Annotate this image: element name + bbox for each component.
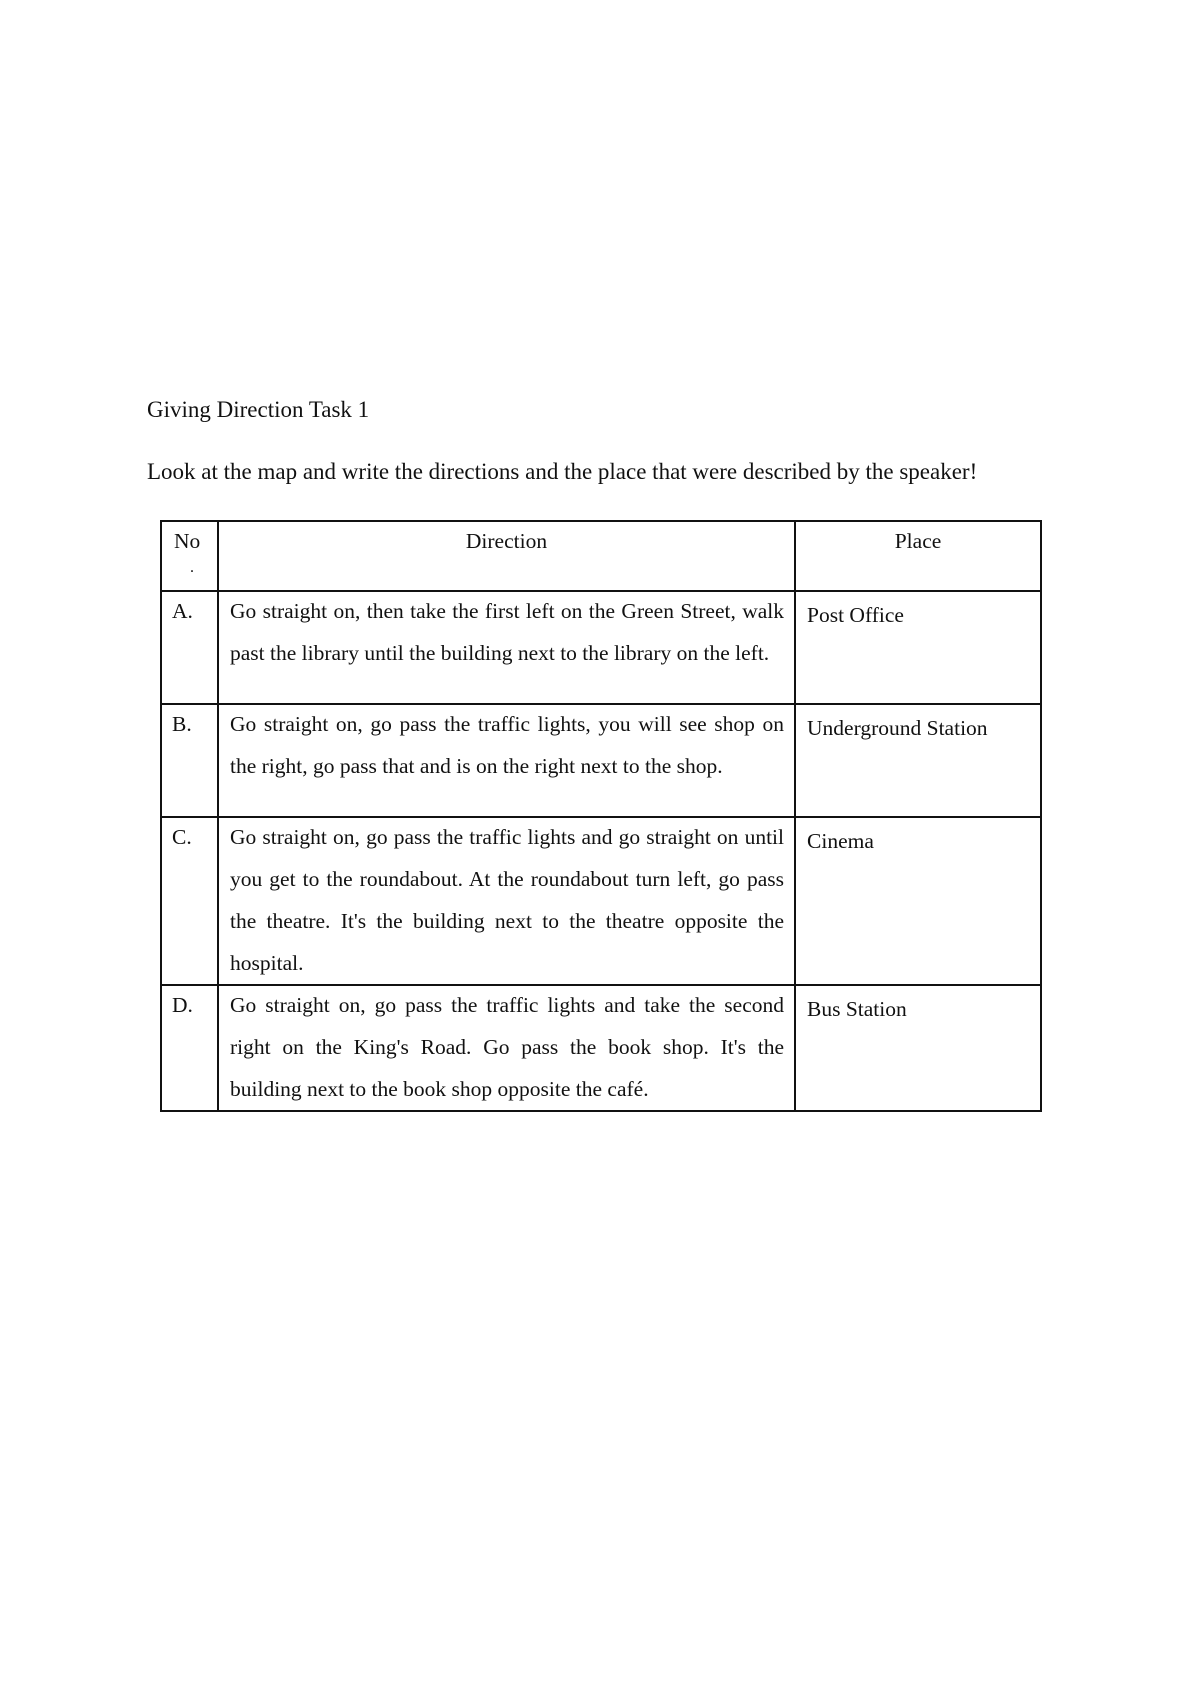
row-place-cell	[795, 817, 1041, 985]
row-direction-cell	[218, 591, 795, 704]
row-no: D.	[172, 993, 193, 1017]
row-no-cell	[161, 985, 218, 1111]
header-no-label: No	[174, 529, 201, 553]
header-place-label: Place	[894, 529, 942, 553]
row-no-cell	[161, 704, 218, 817]
header-place-cell	[795, 521, 1041, 591]
row-direction-cell	[218, 985, 795, 1111]
header-no-cell	[161, 521, 218, 591]
row-no: A.	[172, 599, 193, 623]
row-direction: Go straight on, go pass the traffic lights, you will see shop on the right, go pass that and is on the right next to the shop.	[230, 712, 784, 778]
row-no: C.	[172, 825, 192, 849]
row-direction-cell	[218, 817, 795, 985]
table-row	[161, 591, 1041, 704]
row-direction-cell	[218, 704, 795, 817]
row-place: Underground Station	[807, 716, 988, 740]
table-row	[161, 817, 1041, 985]
row-place-cell	[795, 591, 1041, 704]
table-row	[161, 985, 1041, 1111]
row-place-cell	[795, 704, 1041, 817]
row-direction: Go straight on, then take the first left on the Green Street, walk past the library until the building next to the library on the left.	[230, 599, 784, 665]
page-title: Giving Direction Task 1	[147, 397, 370, 422]
table-header-row	[161, 521, 1041, 591]
row-direction: Go straight on, go pass the traffic lights and go straight on until you get to the roundabout. At the roundabout turn left, go pass the theatre. It's the building next to the theatre opposite the hospital.	[230, 825, 784, 975]
row-no-cell	[161, 591, 218, 704]
instruction-text: Look at the map and write the directions and the place that were described by the speaker!	[147, 459, 978, 484]
header-direction-cell	[218, 521, 795, 591]
row-place: Cinema	[807, 829, 874, 853]
row-place: Post Office	[807, 603, 904, 627]
row-place-cell	[795, 985, 1041, 1111]
row-no: B.	[172, 712, 192, 736]
header-direction-label: Direction	[465, 529, 548, 553]
header-no-dot: .	[190, 559, 194, 576]
row-place: Bus Station	[807, 997, 907, 1021]
row-no-cell	[161, 817, 218, 985]
direction-table	[160, 520, 1042, 1112]
row-direction: Go straight on, go pass the traffic lights and take the second right on the King's Road. Go pass the book shop. It's the building next to the book shop opposite the café.	[230, 993, 784, 1101]
table-row	[161, 704, 1041, 817]
